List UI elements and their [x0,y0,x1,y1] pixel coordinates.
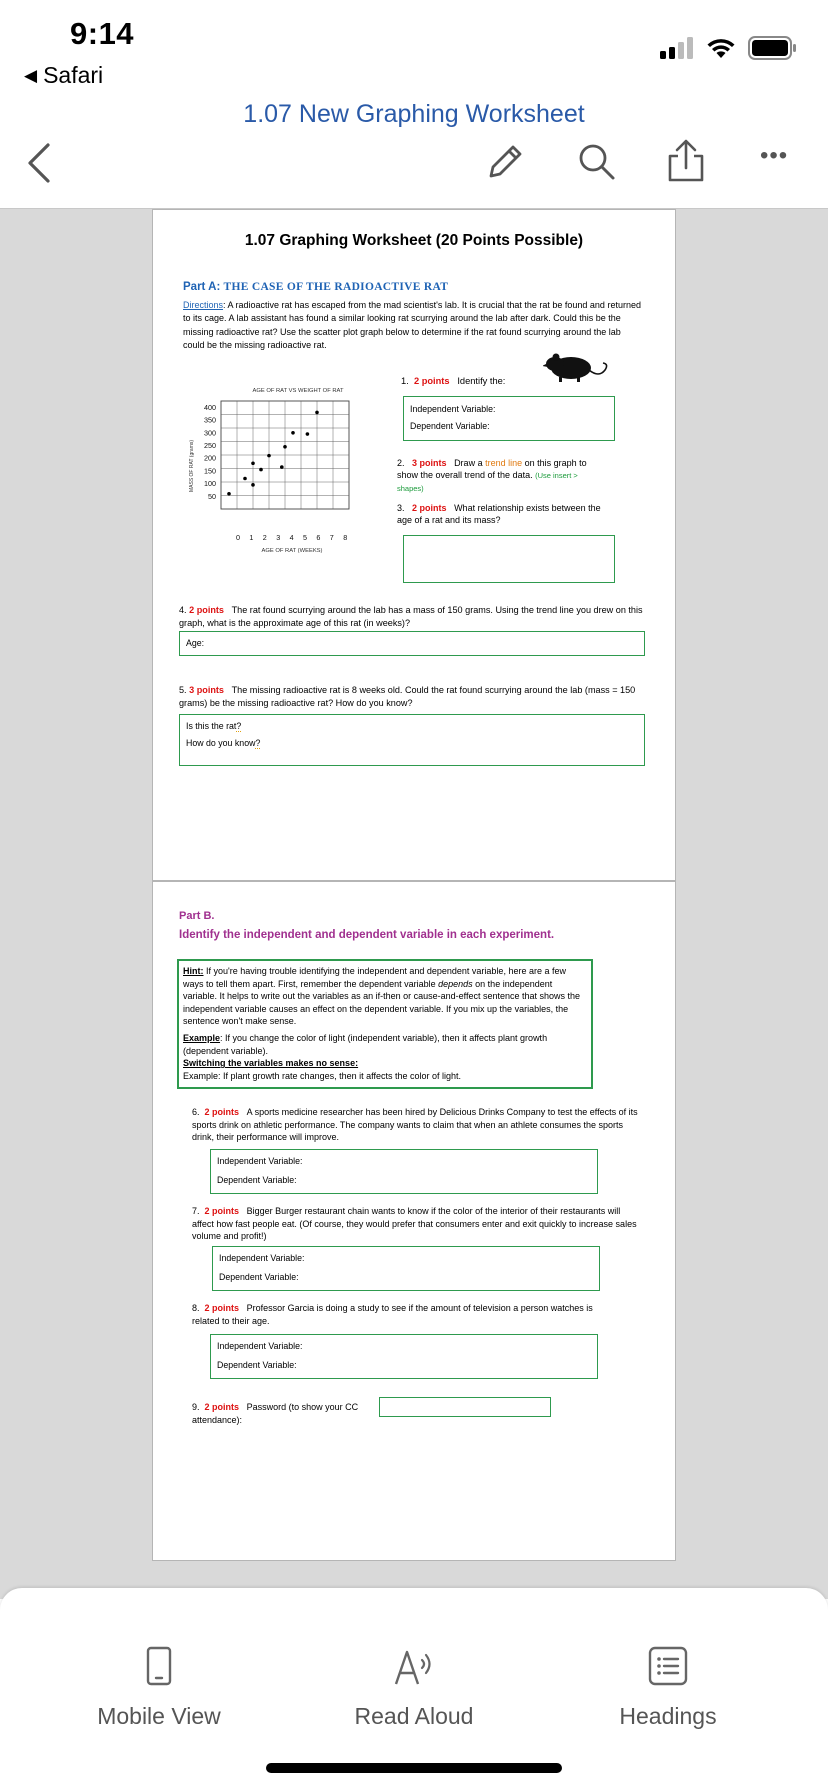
chart-data-point [243,477,247,481]
hint-text-1: If you're having trouble identifying the independent and dependent variable, here are a few ways to tell them apart. First, remember the dependent variable [183,966,566,989]
q7-text: Bigger Burger restaurant chain wants to know if the color of the interior of their restaurants will affect how fast people eat. (Of course, they would prefer that consumers enter and exit quickly to increase sales volume and profit!) [192,1206,637,1241]
q9-number: 9. [192,1402,200,1412]
example-label: Example [183,1032,221,1043]
q8-dependent-label: Dependent Variable: [217,1360,297,1370]
q8-independent-label: Independent Variable: [217,1341,303,1351]
switching-example: Example: If plant growth rate changes, then it affects the color of light. [183,1070,461,1081]
back-to-app-link[interactable] [24,62,103,89]
chart-y-tick-label: 350 [204,415,216,425]
directions-text: : A radioactive rat has escaped from the mad scientist's lab. It is crucial that the rat be found and returned to its cage. A lab assistant has found a similar looking rat scurrying around the lab after dark. Could this be the missing radioactive rat? Use the scatter plot graph below to determine if the rat found scurrying around the lab could be the missing radioactive rat. [183,300,641,350]
q7-answer-box[interactable] [212,1246,600,1291]
q1-dependent-label: Dependent Variable: [410,421,490,431]
chart-x-axis-label: AGE OF RAT (WEEKS) [261,548,323,554]
question-3 [397,502,609,526]
hint-label: Hint: [183,966,204,976]
bottom-toolbar [0,1588,828,1792]
chart-title: AGE OF RAT VS WEIGHT OF RAT [252,388,344,394]
part-a-title: THE CASE OF THE RADIOACTIVE RAT [223,281,449,293]
switching-label: Switching the variables makes no sense: [183,1058,359,1069]
question-8 [192,1302,612,1327]
chart-data-point [251,483,255,487]
part-a-label: Part A: [183,281,224,293]
q5-points: 3 points [189,685,224,695]
q5-how-do-you-know: How do you know? [186,738,261,748]
q1-answer-box[interactable] [403,396,615,441]
part-a-heading [183,281,448,293]
question-4 [179,604,649,629]
chart-x-ticks [236,533,347,542]
q4-points: 2 points [189,605,224,615]
q8-answer-box[interactable] [210,1334,598,1379]
chart-data-point [283,445,287,449]
headings-label: Headings [619,1703,717,1729]
example-text: : If you change the color of light (independent variable), then it affects plant growth (dependent variable). [183,1032,548,1056]
status-indicators [660,36,798,60]
back-triangle-icon: ◀ [24,65,38,85]
chart-y-ticks [204,403,216,501]
q2-number: 2. [397,458,405,468]
share-icon[interactable] [664,138,708,184]
chart-y-tick-label: 250 [204,440,216,450]
more-options-icon[interactable]: ••• [760,142,789,169]
q7-independent-label: Independent Variable: [219,1253,305,1263]
q3-text: What relationship exists between the age of a rat and its mass? [397,503,601,525]
chart-data-point [315,411,319,415]
chart-data-point [306,432,310,436]
q1-number: 1. [401,376,409,386]
q1-points: 2 points [413,376,450,386]
document-title: 1.07 New Graphing Worksheet [243,100,585,128]
q4-age-label: Age: [186,638,205,648]
chart-x-tick-label: 7 [329,533,334,542]
chart-data-point [267,454,271,458]
q3-answer-box[interactable] [403,535,615,583]
hint-box [177,959,593,1089]
q5-number: 5. [179,685,187,695]
q6-points: 2 points [204,1107,240,1117]
q5-answer-box[interactable] [179,714,645,766]
q4-number: 4. [179,605,187,615]
q1-independent-label: Independent Variable: [410,404,496,414]
q7-number: 7. [192,1206,200,1216]
headings-list-icon [648,1646,688,1686]
question-9 [192,1401,382,1426]
chart-y-tick-label: 200 [204,453,216,463]
q8-number: 8. [192,1303,200,1313]
part-b-subheading: Identify the independent and dependent variable in each experiment. [179,929,555,941]
q3-points: 2 points [412,503,447,513]
q2-trend-line: trend line [485,458,523,468]
rat-scatter-chart [183,360,393,570]
question-2 [397,457,597,495]
back-app-label: Safari [43,62,104,88]
q2-text-a: Draw a [454,458,486,468]
q6-number: 6. [192,1107,200,1117]
cellular-signal-icon [660,37,694,59]
q5-qmark-2: ? [255,738,261,748]
chart-y-axis-label: MASS OF RAT (grams) [189,439,195,493]
q4-text: The rat found scurrying around the lab has a mass of 150 grams. Using the trend line you drew on this graph, what is the approximate age of this rat (in weeks)? [179,605,643,628]
q2-points: 3 points [412,458,447,468]
chart-x-tick-label: 4 [289,533,294,542]
chart-x-tick-label: 8 [343,533,348,542]
question-6 [192,1106,642,1144]
home-indicator[interactable] [266,1763,562,1773]
chart-data-point [227,492,231,496]
chart-x-tick-label: 3 [276,533,281,542]
chart-grid [221,401,349,509]
q5-text: The missing radioactive rat is 8 weeks old. Could the rat found scurrying around the lab (mass = 150 grams) be the missing radioactive rat? How do you know? [179,685,636,708]
document-viewer[interactable] [0,209,828,1599]
q6-text: A sports medicine researcher has been hired by Delicious Drinks Company to test the effects of its sports drink on athletic performance. The company wants to claim that when an athlete consumes the sports drink, their performance will improve. [192,1107,638,1142]
q7-points: 2 points [204,1206,240,1216]
question-7 [192,1205,642,1243]
status-time: 9:14 [70,16,135,51]
chart-y-tick-label: 100 [204,479,216,489]
q9-text: Password (to show your CC attendance): [192,1402,359,1425]
q3-number: 3. [397,503,405,513]
chart-x-tick-label: 2 [262,533,267,542]
hint-depends: depends [438,978,473,989]
part-b-heading: Part B. [179,910,215,922]
q2-hint: (Use insert > shapes) [397,471,578,493]
directions-paragraph [183,299,643,352]
hint-paragraph [183,965,587,1028]
chart-data-point [280,465,284,469]
q9-password-box[interactable] [379,1397,551,1417]
q1-text: Identify the: [457,376,506,386]
document-page-2 [152,881,676,1561]
nav-actions [0,140,828,190]
question-5 [179,684,649,709]
q2-text-b: on this graph to show the overall trend of the data. [397,458,587,480]
q8-text: Professor Garcia is doing a study to see if the amount of television a person watches is related to their age. [192,1303,593,1326]
read-aloud-label: Read Aloud [354,1703,474,1729]
q4-answer-box[interactable] [179,631,645,656]
chart-x-tick-label: 1 [249,533,254,542]
document-page-1 [152,209,676,881]
q6-independent-label: Independent Variable: [217,1156,303,1166]
q8-points: 2 points [204,1303,240,1313]
wifi-icon [706,37,736,59]
chart-data-point [251,461,255,465]
chart-x-tick-label: 0 [236,533,240,542]
chart-x-tick-label: 6 [316,533,321,542]
battery-icon [748,36,798,60]
chart-x-tick-label: 5 [303,533,307,542]
hint-text-2: on the independent variable. It helps to write out the variables as an if-then or cause-and-effect sentence that shows the independent variable causes an effect on the dependent variable. If you mix up the variables, the sentence won't make sense. [183,978,581,1027]
read-aloud-icon [392,1646,436,1686]
mobile-phone-icon [146,1646,172,1686]
q6-dependent-label: Dependent Variable: [217,1175,297,1185]
q7-dependent-label: Dependent Variable: [219,1272,299,1282]
chart-y-tick-label: 150 [204,466,216,476]
chart-y-tick-label: 50 [208,491,216,501]
q6-answer-box[interactable] [210,1149,598,1194]
chart-data-point [291,431,295,435]
hint-example [183,1032,587,1057]
worksheet-title: 1.07 Graphing Worksheet (20 Points Possible) [244,232,584,249]
directions-label: Directions [183,300,224,310]
read-aloud-button[interactable] [314,1646,514,1730]
question-1 [401,375,661,388]
pencil-edit-icon[interactable] [483,140,527,184]
q5-qmark-1: ? [236,721,242,731]
mobile-view-button[interactable] [59,1646,259,1730]
chart-data-point [259,468,263,472]
search-icon[interactable] [575,140,619,184]
q9-points: 2 points [204,1402,240,1412]
mobile-view-label: Mobile View [97,1703,221,1729]
q5-is-this-rat: Is this the rat? [186,721,242,731]
headings-button[interactable] [568,1646,768,1730]
chart-y-tick-label: 400 [204,402,216,412]
chart-y-tick-label: 300 [204,428,216,438]
